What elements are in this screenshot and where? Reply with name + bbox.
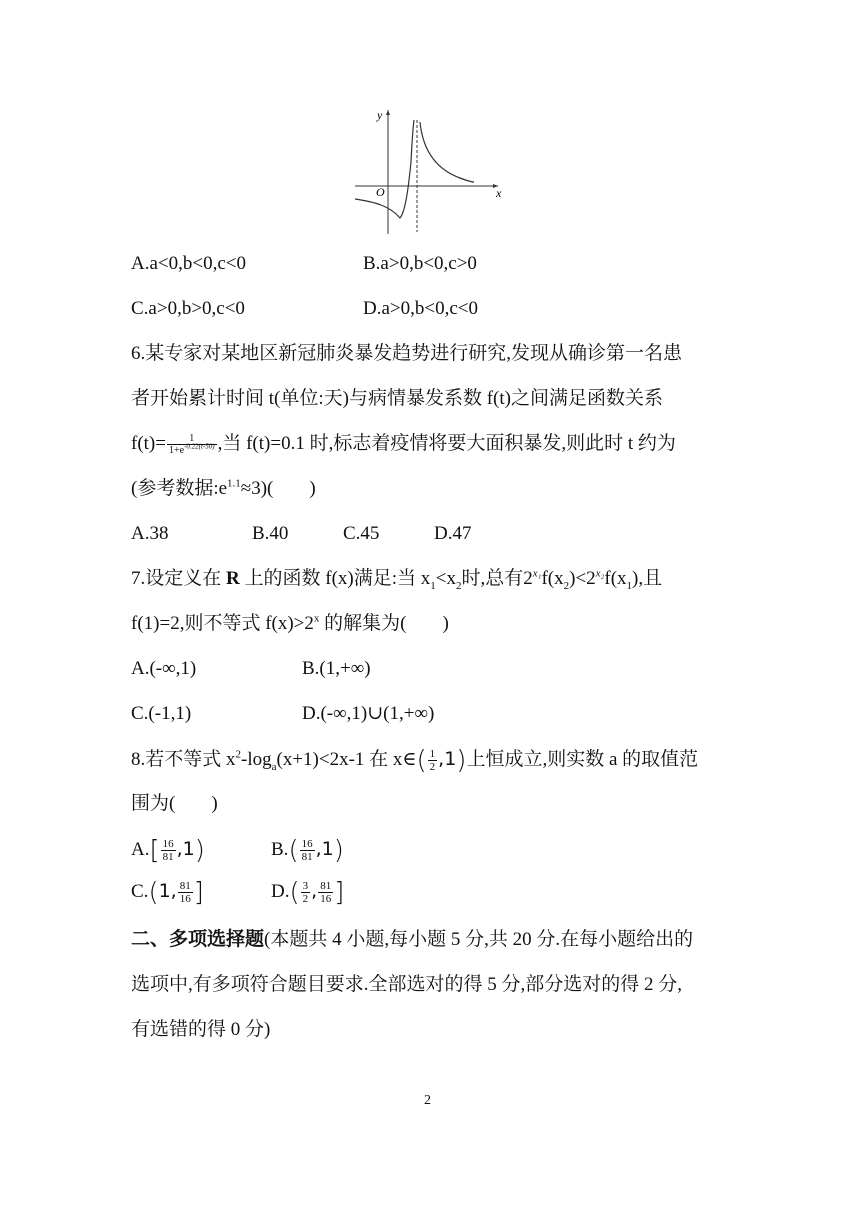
q7-option-b: B.(1,+∞) [302, 658, 371, 679]
section2-title: 二、多项选择题 [131, 929, 265, 950]
q8-line-2: 围为( ) [131, 793, 218, 814]
page-number: 2 [424, 1093, 431, 1108]
q8-option-a: A.[ $\frac{16}{81}$ ,1) [131, 835, 205, 866]
function-graph [350, 102, 510, 237]
q8-option-d: D.( $\frac{3}{2}$ , $\frac{81}{16}$ ] [271, 877, 345, 908]
q6-line-2: 者开始累计时间 t(单位:天)与病情暴发系数 f(t)之间满足函数关系 [131, 388, 663, 409]
q5-option-b: B.a>0,b<0,c>0 [363, 253, 477, 274]
q7-option-d: D.(-∞,1)∪(1,+∞) [302, 703, 435, 724]
q6-line-3: f(t)= $\frac{1}{1+e^{-0.22(t-50)}}$ ,当 f(t)=0.1 时,标志着疫情将要大面积暴发,则此时 t 约为 [131, 433, 676, 457]
q6-option-a: A.38 [131, 523, 169, 544]
q7-line-2: f(1)=2,则不等式 $f(x)>2^x$ 的解集为( ) [131, 612, 449, 634]
q8-option-b: B.( $\frac{16}{81}$ ,1) [271, 835, 344, 866]
q6-line-1: 6.某专家对某地区新冠肺炎暴发趋势进行研究,发现从确诊第一名患 [131, 343, 683, 364]
curve-left-branch [355, 120, 414, 218]
q8-line-1: 8.若不等式 $x^2-\log_a(x+1)<2x-1$ 在 x∈( $\frac{1}{2}$ ,1)上恒成立,则实数 a 的取值范 [131, 745, 699, 776]
x-axis-label: x [496, 186, 502, 200]
q6-formula-fraction: $\frac{1}{1+e^{-0.22(t-50)}}$ [168, 433, 215, 457]
q5-option-a: A.a<0,b<0,c<0 [131, 253, 246, 274]
q5-option-d: D.a>0,b<0,c<0 [363, 298, 478, 319]
q7-option-c: C.(-1,1) [131, 703, 192, 724]
y-axis-arrow [386, 110, 390, 115]
origin-label: O [376, 185, 385, 199]
section2-line-3: 有选错的得 0 分) [131, 1019, 271, 1040]
y-axis-label: y [377, 108, 383, 122]
q5-option-c: C.a>0,b>0,c<0 [131, 298, 245, 319]
q6-option-b: B.40 [252, 523, 289, 544]
q6-line-4: (参考数据$:e^{1.1}\approx 3$)( ) [131, 477, 316, 499]
q6-option-d: D.47 [434, 523, 472, 544]
section2-line-1: 二、多项选择题(本题共 4 小题,每小题 5 分,共 20 分.在每小题给出的 [131, 929, 694, 950]
q8-option-c: C.(1, $\frac{81}{16}$ ] [131, 877, 204, 908]
q6-option-c: C.45 [343, 523, 380, 544]
q7-line-1: 7.设定义在 R 上的函数 f(x)满足:当 $x_1<x_2$时,总有$2^{x_1}f(x_2)<2^{x_2}f(x_1)$,且 [131, 567, 663, 592]
curve-right-branch [420, 122, 474, 182]
section2-line-2: 选项中,有多项符合题目要求.全部选对的得 5 分,部分选对的得 2 分, [131, 974, 683, 995]
q7-option-a: A.(-∞,1) [131, 658, 197, 679]
